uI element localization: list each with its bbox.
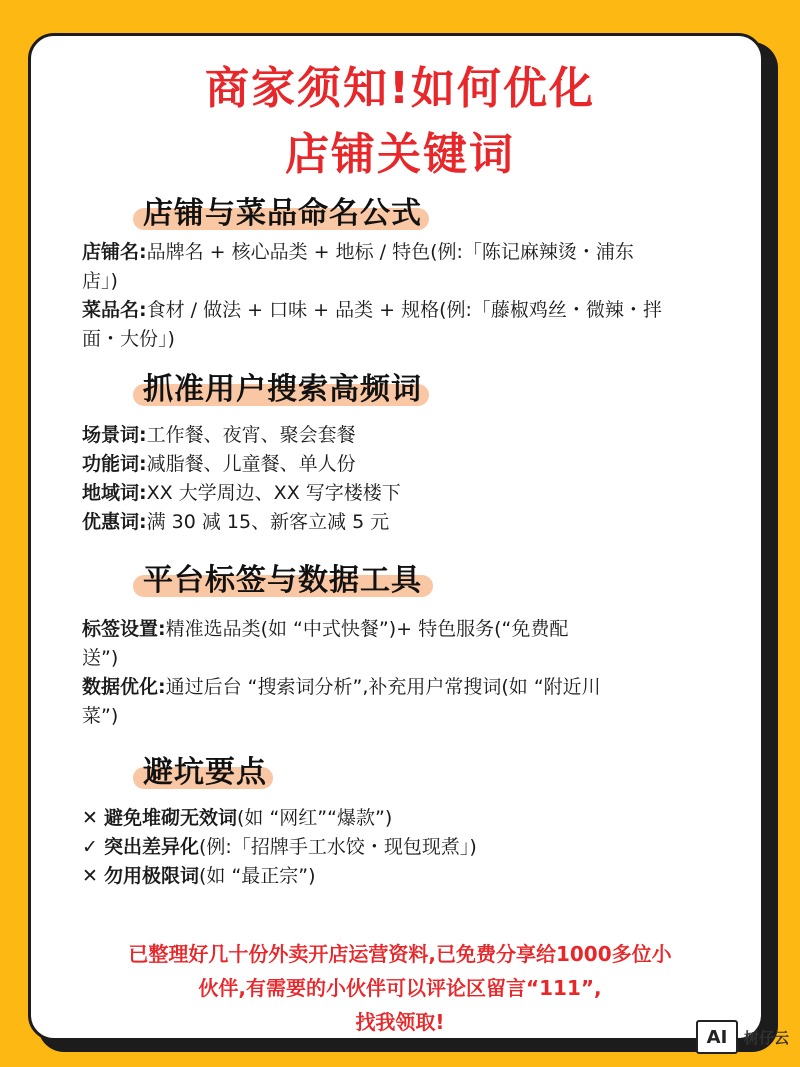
section-heading-pitfalls: 避坑要点 <box>133 747 267 791</box>
watermark <box>696 1020 789 1054</box>
watermark-text: 树仔云 <box>744 1028 790 1047</box>
section-heading-tags: 平台标签与数据工具 <box>133 555 422 599</box>
tags-data-line-cont: 菜”) <box>82 705 119 727</box>
cross-icon: ✕ <box>82 807 98 829</box>
page-title-line2: 店铺关键词 <box>285 129 515 180</box>
keyword-function-line: 功能词:减脂餐、儿童餐、单人份 <box>82 453 356 475</box>
page-title-line1: 商家须知!如何优化 <box>204 63 596 114</box>
naming-dish-line-cont: 面・大份」) <box>82 328 175 350</box>
footer-line1: 已整理好几十份外卖开店运营资料,已免费分享给1000多位小 <box>128 942 672 966</box>
pitfall-line-1: ✕ 避免堆砌无效词(如 “网红”“爆款”) <box>82 804 392 833</box>
naming-store-line: 店铺名:品牌名 + 核心品类 + 地标 / 特色(例:「陈记麻辣烫・浦东 <box>82 241 634 263</box>
keyword-region-line: 地域词:XX 大学周边、XX 写字楼楼下 <box>82 482 401 504</box>
keyword-discount-line: 优惠词:满 30 减 15、新客立减 5 元 <box>82 511 390 533</box>
pitfall-line-2: ✓ 突出差异化(例:「招牌手工水饺・现包现煮」) <box>82 833 477 862</box>
tags-setting-line: 标签设置:精准选品类(如 “中式快餐”)+ 特色服务(“免费配 <box>82 618 569 640</box>
cross-icon: ✕ <box>82 865 98 887</box>
ai-badge-icon: AI <box>696 1020 738 1054</box>
keyword-scene-line: 场景词:工作餐、夜宵、聚会套餐 <box>82 424 356 446</box>
tags-data-line: 数据优化:通过后台 “搜索词分析”,补充用户常搜词(如 “附近川 <box>82 676 601 698</box>
naming-store-line-cont: 店」) <box>82 270 118 292</box>
naming-dish-line: 菜品名:食材 / 做法 + 口味 + 品类 + 规格(例:「藤椒鸡丝・微辣・拌 <box>82 299 662 321</box>
section-heading-keywords: 抓准用户搜索高频词 <box>133 364 422 408</box>
check-icon: ✓ <box>82 836 98 858</box>
section-heading-naming: 店铺与菜品命名公式 <box>133 188 422 232</box>
tags-setting-line-cont: 送”) <box>82 647 119 669</box>
footer-line2: 伙伴,有需要的小伙伴可以评论区留言“111”, <box>198 976 602 1000</box>
footer-line3: 找我领取! <box>355 1010 445 1034</box>
pitfall-line-3: ✕ 勿用极限词(如 “最正宗”) <box>82 862 316 891</box>
